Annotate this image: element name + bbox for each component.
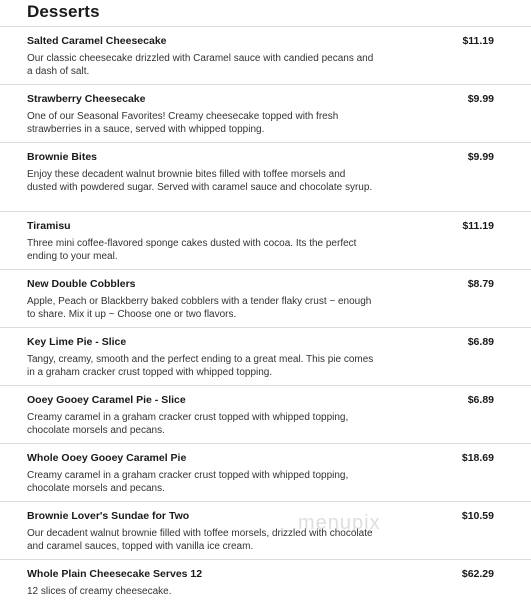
item-description: Creamy caramel in a graham cracker crust topped with whipped topping, chocolate morsels and pecans. <box>27 470 349 494</box>
menu-item <box>0 84 531 142</box>
item-name: Tiramisu <box>27 220 71 232</box>
menu-item <box>0 142 531 211</box>
item-price: $11.19 <box>462 35 494 47</box>
item-description: Creamy caramel in a graham cracker crust topped with whipped topping, chocolate morsels and pecans. <box>27 412 349 436</box>
item-price: $11.19 <box>462 220 494 232</box>
item-description: Apple, Peach or Blackberry baked cobblers with a tender flaky crust ~ enough to share. Mix it up ~ Choose one or two flavors. <box>27 296 372 320</box>
item-price: $8.79 <box>467 278 494 290</box>
item-description: Three mini coffee-flavored sponge cakes dusted with cocoa. Its the perfect ending to your meal. <box>27 238 357 262</box>
item-name: Key Lime Pie - Slice <box>27 336 127 348</box>
item-name: Ooey Gooey Caramel Pie - Slice <box>27 394 186 406</box>
item-name: Salted Caramel Cheesecake <box>27 35 167 47</box>
item-price: $6.89 <box>467 394 494 406</box>
item-name: Brownie Lover's Sundae for Two <box>27 510 190 522</box>
menu-item <box>0 26 531 84</box>
item-description: Our decadent walnut brownie filled with toffee morsels, drizzled with chocolate and caramel sauces, topped with vanilla ice cream. <box>27 528 373 552</box>
item-price: $6.89 <box>467 336 494 348</box>
item-name: Brownie Bites <box>27 151 98 163</box>
item-price: $9.99 <box>467 93 494 105</box>
menu-item <box>0 501 531 559</box>
item-name: Whole Ooey Gooey Caramel Pie <box>27 452 187 464</box>
item-description: Our classic cheesecake drizzled with Caramel sauce with candied pecans and a dash of salt. <box>27 53 374 77</box>
item-description: 12 slices of creamy cheesecake. <box>27 586 172 597</box>
item-price: $18.69 <box>461 452 494 464</box>
menu-items-list <box>0 26 531 607</box>
menu-item <box>0 211 531 269</box>
item-price: $10.59 <box>461 510 494 522</box>
item-description: Tangy, creamy, smooth and the perfect ending to a great meal. This pie comes in a graham cracker crust topped with whipped topping. <box>27 354 374 378</box>
item-name: New Double Cobblers <box>27 278 136 290</box>
item-description: Enjoy these decadent walnut brownie bites filled with toffee morsels and dusted with powdered sugar. Served with caramel sauce and chocolate syrup. <box>27 169 373 193</box>
item-price: $9.99 <box>467 151 494 163</box>
watermark-logo: menupix <box>298 512 381 534</box>
item-name: Whole Plain Cheesecake Serves 12 <box>27 568 203 580</box>
menu-item <box>0 385 531 443</box>
item-description: One of our Seasonal Favorites! Creamy cheesecake topped with fresh strawberries in a sauce, served with whipped topping. <box>27 111 339 135</box>
menu-item <box>0 443 531 501</box>
item-name: Strawberry Cheesecake <box>27 93 146 105</box>
section-title: Desserts <box>27 2 100 21</box>
item-price: $62.29 <box>461 568 494 580</box>
menu-item <box>0 327 531 385</box>
menu-item <box>0 269 531 327</box>
menu-item <box>0 559 531 607</box>
